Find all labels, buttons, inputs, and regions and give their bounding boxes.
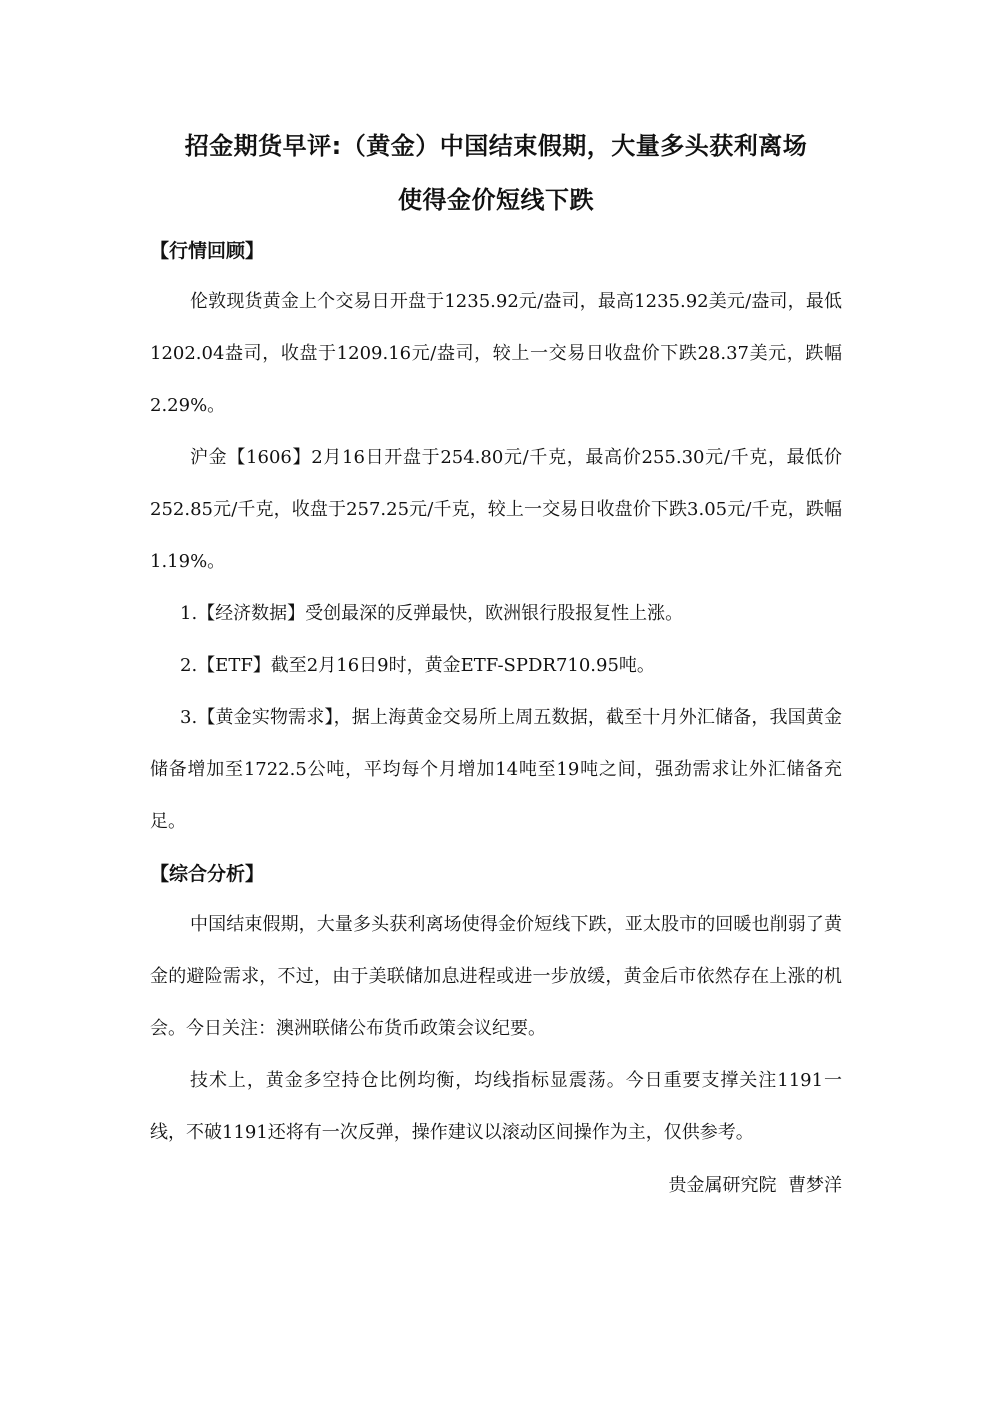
document-title-line-1: 招金期货早评:（黄金）中国结束假期，大量多头获利离场	[184, 132, 808, 160]
economic-data-item: 1.【经济数据】受创最深的反弹最快，欧洲银行股报复性上涨。	[180, 603, 684, 624]
physical-demand-item: 3.【黄金实物需求】，据上海黄金交易所上周五数据，截至十月外汇储备，我国黄金储备增加至1722.5公吨，平均每个月增加14吨至19吨之间，强劲需求让外汇储备充足。	[150, 707, 842, 832]
london-gold-paragraph: 伦敦现货黄金上个交易日开盘于1235.92元/盎司，最高1235.92美元/盎司，最低1202.04盎司，收盘于1209.16元/盎司，较上一交易日收盘价下跌28.37美元，跌幅2.29%。	[150, 291, 842, 416]
author-signature: 贵金属研究院 曹梦洋	[668, 1175, 842, 1196]
etf-item: 2.【ETF】截至2月16日9时，黄金ETF-SPDR710.95吨。	[180, 655, 655, 676]
shanghai-gold-paragraph: 沪金【1606】2月16日开盘于254.80元/千克，最高价255.30元/千克，最低价252.85元/千克，收盘于257.25元/千克，较上一交易日收盘价下跌3.05元/千克，跌幅1.19%。	[150, 447, 842, 572]
analysis-paragraph-1: 中国结束假期，大量多头获利离场使得金价短线下跌，亚太股市的回暖也削弱了黄金的避险需求，不过，由于美联储加息进程或进一步放缓，黄金后市依然存在上涨的机会。今日关注：澳洲联储公布货币政策会议纪要。	[150, 914, 842, 1039]
market-review-heading: 【行情回顾】	[150, 240, 265, 262]
analysis-heading: 【综合分析】	[150, 863, 265, 885]
document-title-line-2: 使得金价短线下跌	[398, 186, 594, 214]
analysis-paragraph-2: 技术上，黄金多空持仓比例均衡，均线指标显震荡。今日重要支撑关注1191一线，不破1191还将有一次反弹，操作建议以滚动区间操作为主，仅供参考。	[150, 1070, 842, 1143]
